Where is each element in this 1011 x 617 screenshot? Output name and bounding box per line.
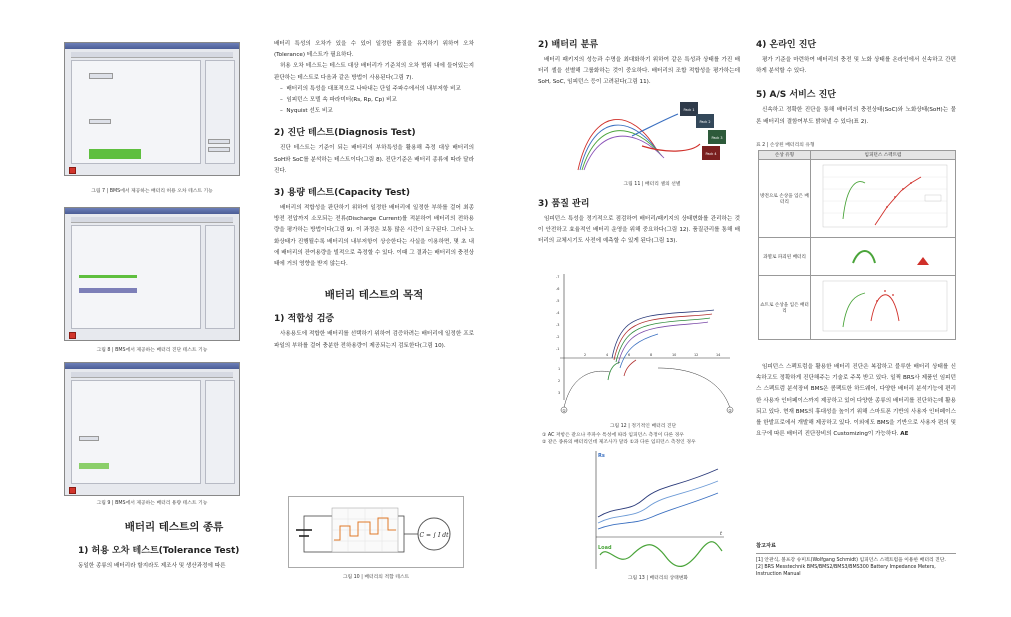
- bullet-3: – Nyquist 선도 비교: [280, 108, 333, 115]
- reference-2: [2] BRS Messtechnik BMS/BMS2/BMS3/BMS300 Battery Impedance Meters, Instruction Manual: [756, 565, 936, 577]
- fig8-screenshot: [64, 207, 240, 341]
- fig11-label-1: Pack 1: [683, 108, 695, 112]
- section-diagnosis-title: 2) 진단 테스트(Diagnosis Test): [274, 128, 416, 139]
- fig7-caption: 그림 7 | BMS에서 제공하는 배터리 허용 오차 테스트 기능: [91, 189, 213, 194]
- bullet-1: – 배터리의 특성을 대표적으로 나타내는 단일 주파수에서의 내부저항 비교: [280, 85, 461, 92]
- svg-text:6: 6: [628, 353, 631, 357]
- section-types-title: 배터리 테스트의 종류: [124, 521, 224, 533]
- svg-text:-1: -1: [556, 347, 560, 351]
- fig9-screenshot: [64, 362, 240, 496]
- svg-text:-3: -3: [556, 323, 560, 327]
- section-capacity-title: 3) 용량 테스트(Capacity Test): [274, 188, 410, 199]
- right-col-b2: [756, 362, 956, 440]
- svg-text:-7: -7: [556, 275, 560, 279]
- section-quality-title: 3) 품질 관리: [538, 199, 590, 209]
- fig12-marker-2: ②: [728, 408, 732, 413]
- fig11-caption: 그림 11 | 배터리 셀의 선별: [623, 182, 681, 187]
- closing-body: 임피던스 스펙트럼을 활용한 배터리 진단은 복잡하고 블루한 배터리 상태를 신속하고도 정확하게 진단해주는 기술로 주목 받고 있다. 일찍 BRS사 제품인 임피던스 스펙트럼 분석장비 BMS은 콤팩트한 하드웨어, 다양한 배터리 분석기능에 편리한 사용자 인터페이스까지 제공하고 있어 다양한 종류의 배터리를 진단하는데 활용되고 있다. 현재 BMS의 휴대성을 높이기 위해 스마트폰 기반의 사용자 인터페이스를 한발프로에서 개발해 제공하고 있다. 이외에도 BMS을 기반으로 사용자 편의 및 요구에 따른 배터리 진단장비의 Customizing이 가능하다.: [756, 364, 956, 438]
- fig13-label-load: Load: [598, 545, 612, 551]
- left-col-text: [274, 39, 474, 352]
- fig12-chart: [550, 268, 736, 418]
- references-title: 참고자료: [756, 543, 777, 549]
- fig13-chart: [588, 447, 728, 571]
- tolerance-intro: 배터리 특성의 오차가 있을 수 있어 일정한 품질을 유지하기 위하여 오차(Tolerance) 테스트가 필요하다.: [274, 41, 474, 59]
- page-right: [508, 0, 1011, 617]
- fig10-diagram: [288, 496, 464, 568]
- table-header-type: 손상 유형: [759, 151, 811, 160]
- section-as-title: 5) A/S 서비스 진단: [756, 90, 836, 101]
- svg-text:2: 2: [584, 353, 587, 357]
- fig11-diagram: [572, 96, 732, 174]
- right-col-a: [538, 39, 740, 89]
- section-quality-body: 임피던스 특성을 정기적으로 점검하여 배터리/패키지의 상태변화를 관리하는 것이 안전하고 효율적인 배터리 운영을 위해 중요하다(그림 12). 품질관리를 통해 배터리의 교체시기도 사전에 예측할 수 있게 된다(그림 13).: [538, 216, 740, 245]
- table-row-3-label: 쇼트로 손상을 입은 배터리: [759, 276, 811, 340]
- section-tolerance-title: 1) 허용 오차 테스트(Tolerance Test): [78, 546, 240, 557]
- section-class-body: 배터리 패키지의 성능과 수명을 최대화하기 위하여 같은 특성과 상태를 가진 배터리 셀을 선별해 그룹화하는 것이 중요하다. 배터리의 조합 적합성을 평가하는데 SoH, SoC, 임피던스 등이 고려된다(그림 11).: [538, 57, 740, 86]
- section-online-title: 4) 온라인 진단: [756, 40, 817, 50]
- section-online-body: 평가 기준을 마련하여 배터리의 충전 및 노화 상태를 온라인에서 신속하고 간편하게 분석할 수 있다.: [756, 57, 956, 75]
- fig7-screenshot: [64, 42, 240, 176]
- fig11-label-2: Pack 2: [699, 120, 711, 124]
- svg-text:-4: -4: [556, 311, 560, 315]
- svg-text:10: 10: [672, 353, 677, 357]
- fig12-note-1: ① AC 저항은 같으나 주파수 특성에 따라 임피던스 측정이 다른 경우: [542, 433, 684, 438]
- svg-text:2: 2: [558, 379, 561, 383]
- fig12-note-2: ② 같은 종류의 배터리인데 제조사가 달라 ①과 다른 임피던스 측정인 경우: [542, 440, 696, 445]
- section-fit-title: 1) 적합성 검증: [274, 314, 335, 325]
- svg-text:-2: -2: [556, 335, 560, 339]
- section-fit-body: 사용용도에 적합한 배터리를 선택하기 위하여 검증하려는 배터리에 일정한 프로파일의 부하를 걸어 충분한 전하용량이 제공되는지 검토한다(그림 10).: [274, 331, 474, 349]
- section-diagnosis-body: 진단 테스트는 기준이 되는 배터리의 부하특성을 활용해 측정 대상 배터리의 SoH와 SoC를 분석하는 테스트이다(그림 8). 진단기준은 배터리 종류에 따라 달라진다.: [274, 145, 474, 174]
- fig11-label-4: Pack 4: [705, 152, 717, 156]
- table-row-1-chart: [811, 160, 956, 238]
- svg-text:-5: -5: [556, 299, 560, 303]
- fig13-caption: 그림 13 | 배터리의 상태변화: [627, 576, 689, 581]
- section-capacity-body: 배터리의 적합성을 판단하기 위하여 일정한 배터리에 일정한 부하를 걸어 최종 방전 전압까지 소모되는 전류(Discharge Current)를 적분하여 배터리의 전하용량을 평가하는 방법이다(그림 9). 이 과정은 보통 많은 시간이 요구된다. 그러나 노화상태가 진행될수록 배터리의 내부저항이 상승한다는 사실을 이용하면, 몇 초 내에 배터리의 잔여용량을 빌적으로 측정할 수 있다. 이때 그 결과는 배터리의 충전상태에 거의 영향을 받지 않는다.: [274, 205, 474, 268]
- svg-text:4: 4: [606, 353, 609, 357]
- references: [756, 542, 956, 578]
- page-left: [0, 0, 500, 617]
- left-col-bottom: [78, 522, 270, 572]
- table-header-spectrum: 임피던스 스펙트럼: [811, 151, 956, 160]
- right-col-a2: [538, 198, 740, 248]
- table-damaged-batteries: [758, 150, 956, 340]
- fig11-label-3: Pack 3: [711, 136, 723, 140]
- fig10-formula: C = ∫ I dt: [419, 532, 449, 539]
- svg-text:12: 12: [694, 353, 699, 357]
- table-caption: 표 2 | 손상된 배터리의 유형: [756, 143, 815, 148]
- svg-text:8: 8: [650, 353, 653, 357]
- bullet-2: – 임피던스 모델 속 파라미터(Rs, Rp, Cp) 비교: [280, 97, 397, 104]
- fig13-label-t: t: [720, 531, 722, 537]
- table-row-3-chart: [811, 276, 956, 340]
- reference-1: [1] 안관식, 볼프강 슈미트(Wolfgang Schmidt) 임피던스 스펙트럼을 이용한 배터리 진단.: [756, 558, 946, 563]
- section-class-title: 2) 배터리 분류: [538, 40, 599, 50]
- fig9-caption: 그림 9 | BMS에서 제공하는 배터리 용량 테스트 기능: [96, 501, 208, 506]
- svg-text:-6: -6: [556, 287, 560, 291]
- svg-text:14: 14: [716, 353, 721, 357]
- section-purpose-title: 배터리 테스트의 목적: [324, 289, 424, 302]
- fig12-marker-1: ①: [562, 408, 566, 413]
- table-row-2-chart: [811, 238, 956, 276]
- table-row-2-label: 과열로 파괴된 배터리: [759, 238, 811, 276]
- right-col-b: [756, 39, 956, 128]
- fig8-caption: 그림 8 | BMS에서 제공하는 배터리 진단 테스트 기능: [96, 348, 208, 353]
- fig13-label-rs: Rs: [598, 453, 605, 459]
- svg-text:3: 3: [558, 391, 561, 395]
- closing-sign: AE: [900, 431, 909, 438]
- fig10-caption: 그림 10 | 배터리의 적합 테스트: [342, 575, 410, 580]
- svg-text:1: 1: [558, 367, 561, 371]
- fig12-caption: 그림 12 | 정기적인 배터리 진단: [609, 424, 677, 429]
- section-tolerance-start: 동일한 종류의 배터리라 할지라도 제조사 및 생산과정에 따른: [78, 563, 226, 570]
- tolerance-p1: 허용 오차 테스트는 테스트 대상 배터리가 기준치의 오차 범위 내에 들어있는지 판단하는 테스트로 다음과 같은 방법이 사용된다(그림 7).: [274, 63, 474, 81]
- section-as-body: 신속하고 정확한 진단을 통해 배터리의 충전상태(SoC)와 노화상태(SoH)는 물론 배터리의 결함여부도 밝혀낼 수 있다(표 2).: [756, 107, 956, 125]
- table-row-1-label: 방전으로 손상을 입은 배터리: [759, 160, 811, 238]
